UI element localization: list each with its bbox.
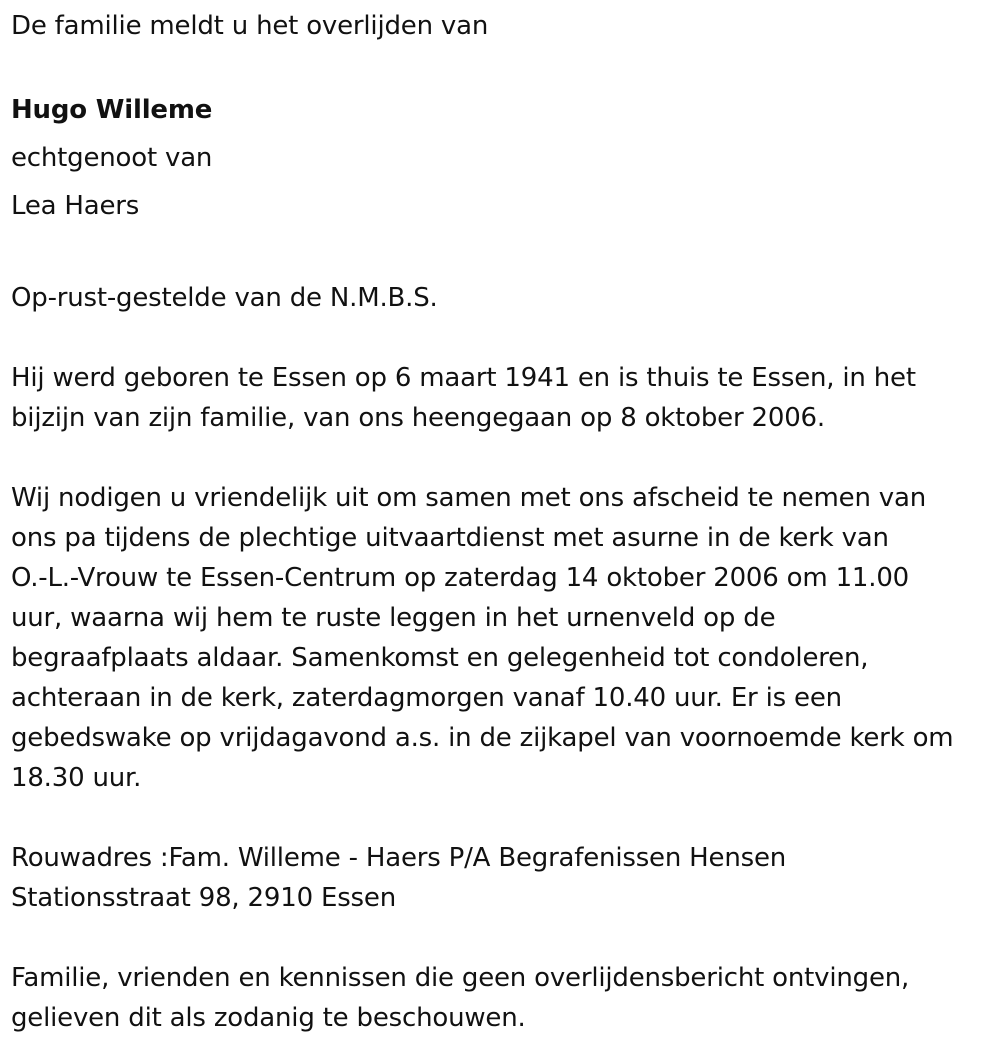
- intro-text: De familie meldt u het overlijden van: [11, 11, 489, 41]
- paragraph-line: O.-L.-Vrouw te Essen-Centrum op zaterdag 14 oktober 2006 om 11.00: [11, 563, 910, 593]
- spouse-name: Lea Haers: [11, 191, 140, 221]
- spacer: [11, 230, 991, 238]
- paragraph-line: Hij werd geboren te Essen op 6 maart 1941 en is thuis te Essen, in het: [11, 363, 916, 393]
- paragraph-line: uur, waarna wij hem te ruste leggen in het urnenveld op de: [11, 603, 776, 633]
- paragraph-line: gelieven dit als zodanig te beschouwen.: [11, 1003, 526, 1033]
- paragraph-line: ons pa tijdens de plechtige uitvaartdienst met asurne in de kerk van: [11, 523, 889, 553]
- paragraph-line: bijzijn van zijn familie, van ons heengegaan op 8 oktober 2006.: [11, 403, 825, 433]
- paragraph-line: begraafplaats aldaar. Samenkomst en gelegenheid tot condoleren,: [11, 643, 869, 673]
- paragraph-line: achteraan in de kerk, zaterdagmorgen vanaf 10.40 uur. Er is een: [11, 683, 842, 713]
- deceased-name: Hugo Willeme: [11, 95, 213, 125]
- birth-death-paragraph: [11, 358, 991, 438]
- spacer: [11, 438, 991, 478]
- paragraph-line: Rouwadres :Fam. Willeme - Haers P/A Begrafenissen Hensen: [11, 843, 787, 873]
- ceremony-paragraph: [11, 478, 991, 798]
- spacer: [11, 918, 991, 958]
- spacer: [11, 46, 991, 86]
- spacer: [11, 238, 991, 278]
- paragraph-line: gebedswake op vrijdagavond a.s. in de zijkapel van voornoemde kerk om: [11, 723, 954, 753]
- spouse-label: echtgenoot van: [11, 143, 213, 173]
- paragraph-line: Wij nodigen u vriendelijk uit om samen met ons afscheid te nemen van: [11, 483, 926, 513]
- spacer: [11, 798, 991, 838]
- occupation-text: Op-rust-gestelde van de N.M.B.S.: [11, 283, 438, 313]
- closing-paragraph: [11, 958, 991, 1038]
- paragraph-line: 18.30 uur.: [11, 763, 142, 793]
- paragraph-line: Familie, vrienden en kennissen die geen overlijdensbericht ontvingen,: [11, 963, 910, 993]
- spacer: [11, 318, 991, 358]
- address-paragraph: [11, 838, 991, 918]
- death-notice: [11, 6, 991, 1038]
- paragraph-line: Stationsstraat 98, 2910 Essen: [11, 883, 396, 913]
